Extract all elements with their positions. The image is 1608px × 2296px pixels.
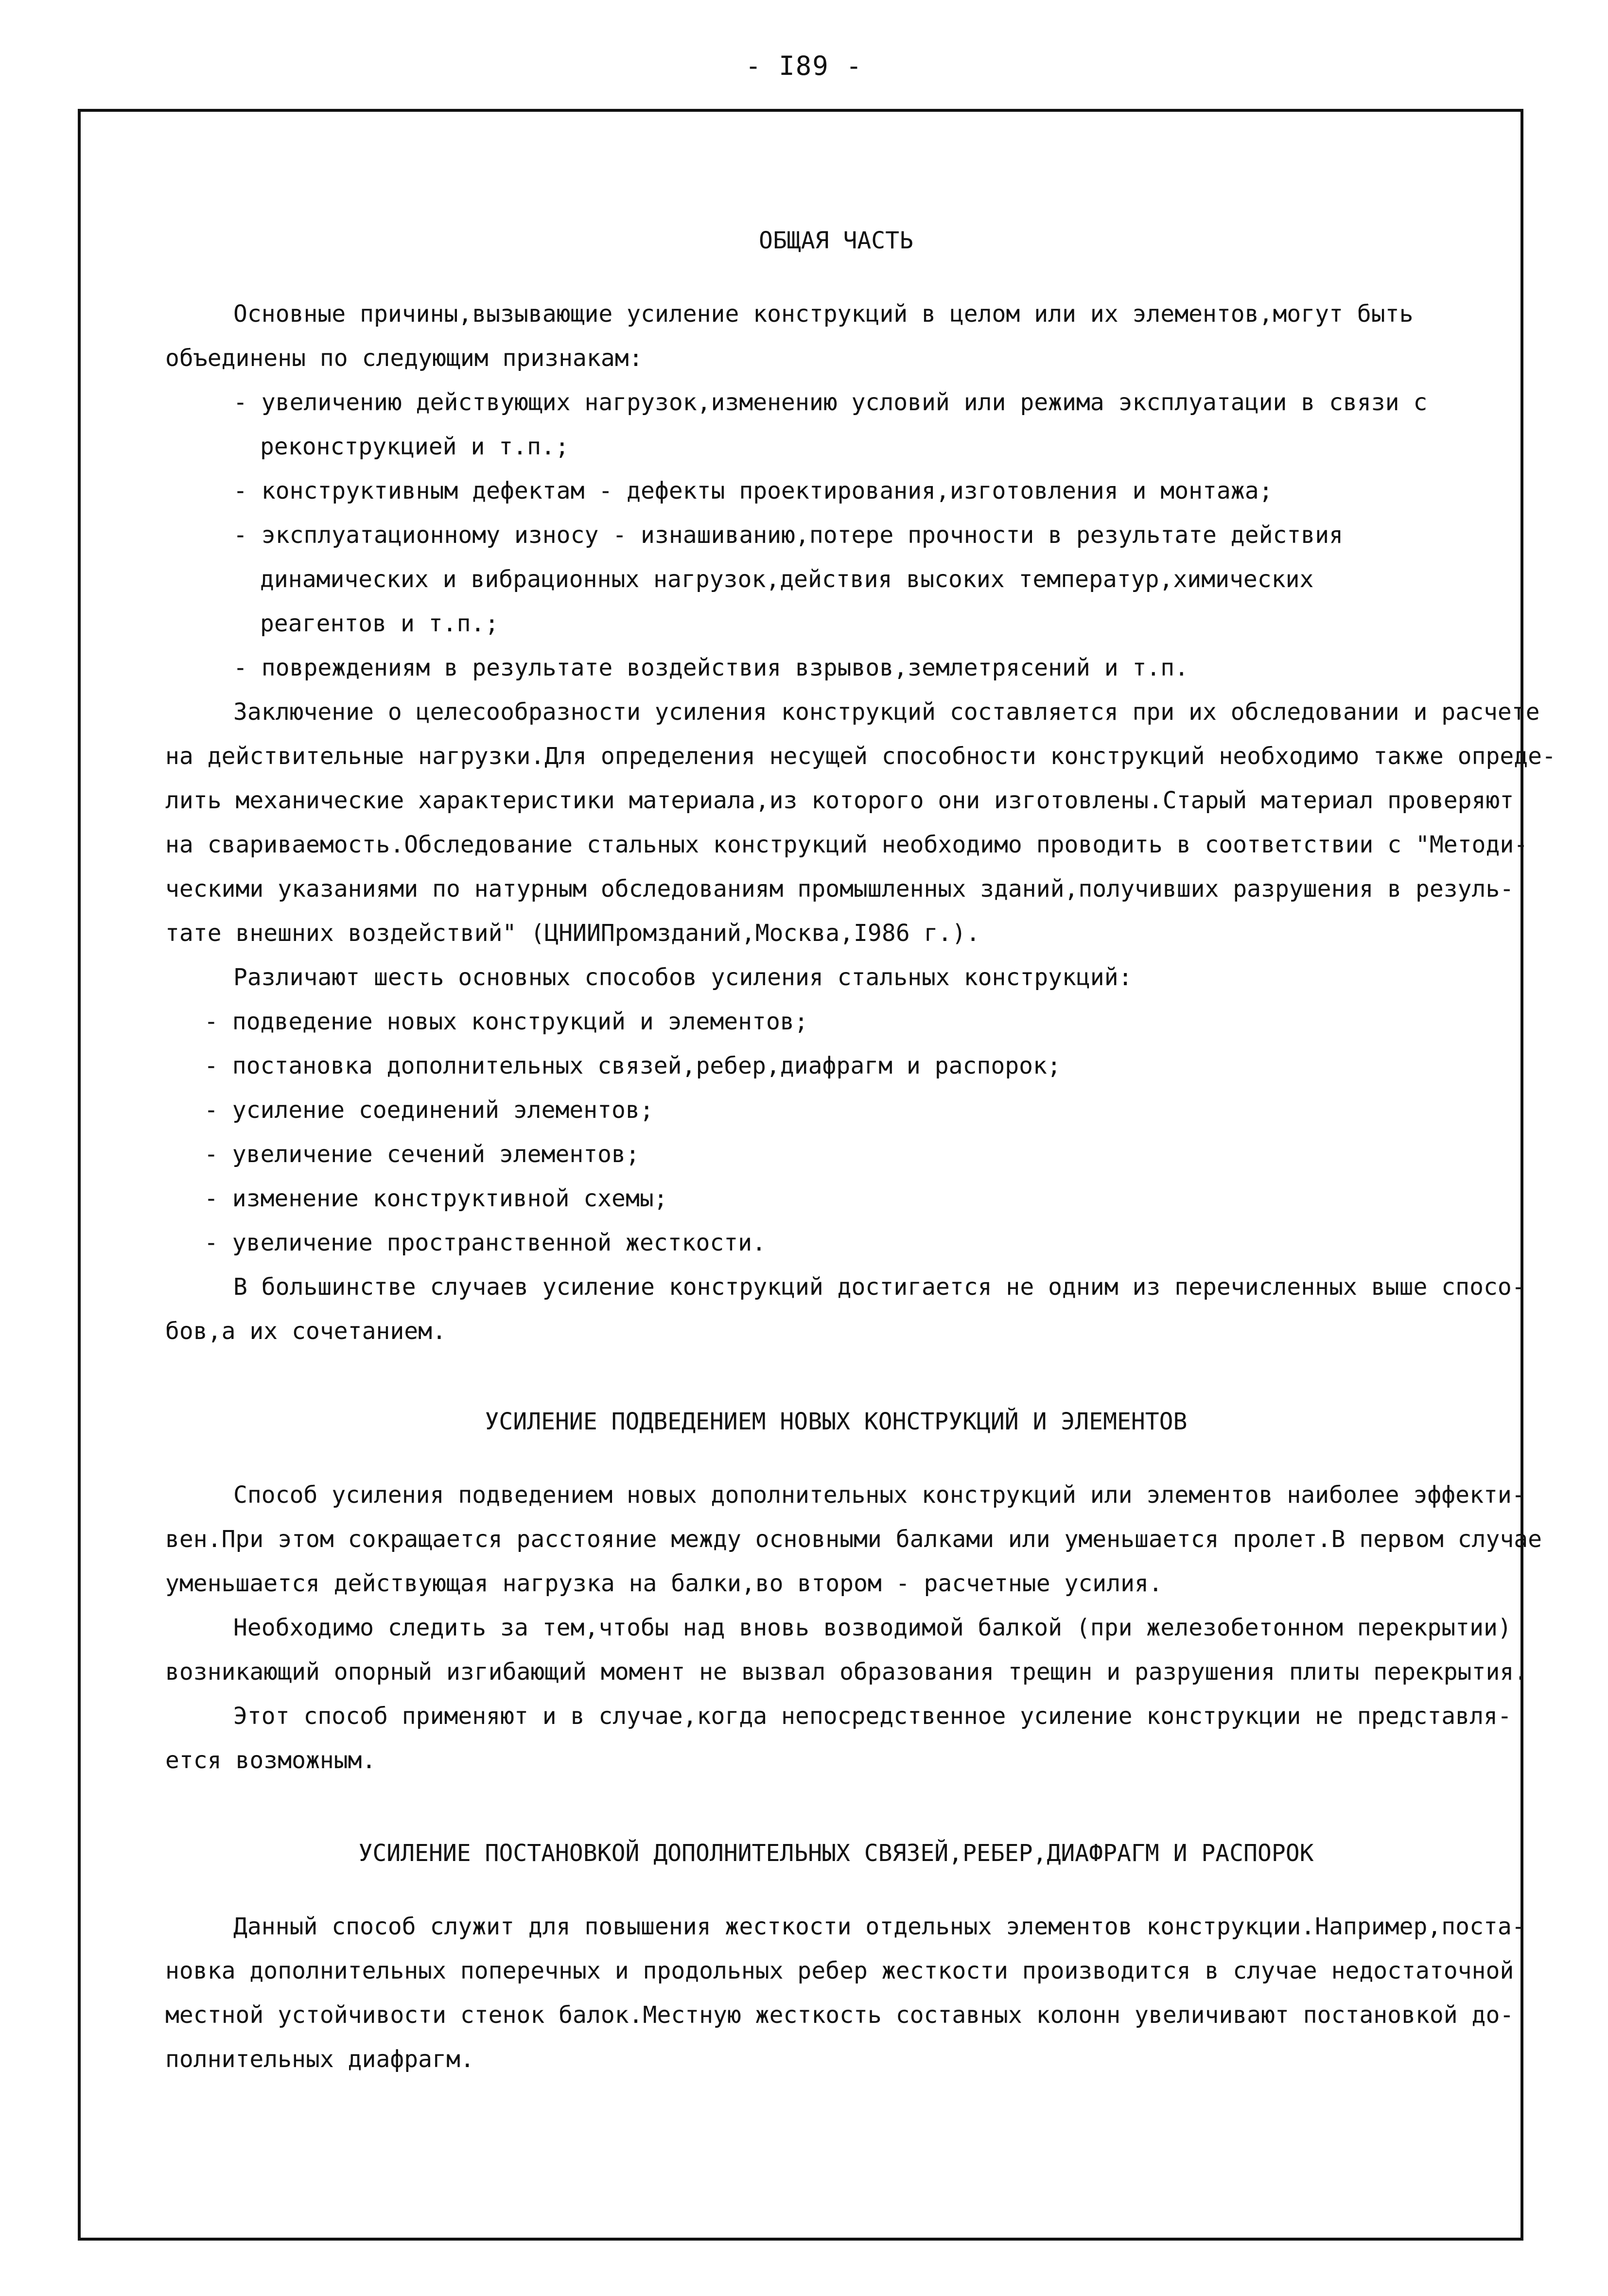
list-item-continuation: реагентов и т.п.; (260, 610, 499, 637)
list-item: - повреждениям в результате воздействия взрывов,землетрясений и т.п. (233, 654, 1189, 681)
paragraph-line: ется возможным. (165, 1747, 376, 1774)
list-item: - увеличение пространственной жесткости. (204, 1229, 766, 1256)
list-item: - постановка дополнительных связей,ребер,диафрагм и распорок; (204, 1052, 1061, 1079)
section-title-additional-bracing: УСИЛЕНИЕ ПОСТАНОВКОЙ ДОПОЛНИТЕЛЬНЫХ СВЯЗЕЙ,РЕБЕР,ДИАФРАГМ И РАСПОРОК (358, 1840, 1314, 1867)
list-item: - конструктивным дефектам - дефекты проектирования,изготовления и монтажа; (233, 477, 1273, 504)
paragraph-line: Различают шесть основных способов усиления стальных конструкций: (233, 964, 1133, 991)
paragraph-line: Необходимо следить за тем,чтобы над вновь возводимой балкой (при железобетонном перекрытии) (233, 1614, 1512, 1641)
paragraph-line: вен.При этом сокращается расстояние между основными балками или уменьшается пролет.В первом случае (165, 1526, 1542, 1553)
paragraph-line: Этот способ применяют и в случае,когда непосредственное усиление конструкции не представля- (233, 1703, 1512, 1730)
list-item: - увеличение сечений элементов; (204, 1141, 640, 1168)
paragraph-line: местной устойчивости стенок балок.Местную жесткость составных колонн увеличивают постановкой до- (165, 2001, 1514, 2029)
paragraph-line: объединены по следующим признакам: (165, 345, 643, 372)
paragraph-line: на действительные нагрузки.Для определения несущей способности конструкций необходимо также опреде- (165, 743, 1556, 770)
paragraph-line: бов,а их сочетанием. (165, 1318, 446, 1345)
list-item: - усиление соединений элементов; (204, 1096, 654, 1124)
section-title-general: ОБЩАЯ ЧАСТЬ (759, 227, 913, 254)
paragraph-line: В большинстве случаев усиление конструкций достигается не одним из перечисленных выше спосо- (233, 1273, 1526, 1301)
list-item: - увеличению действующих нагрузок,изменению условий или режима эксплуатации в связи с (233, 389, 1428, 416)
paragraph-line: на свариваемость.Обследование стальных конструкций необходимо проводить в соответствии с "Методи- (165, 831, 1528, 858)
list-item: - изменение конструктивной схемы; (204, 1185, 668, 1212)
paragraph-line: лить механические характеристики материала,из которого они изготовлены.Старый материал проверяют (165, 787, 1514, 814)
list-item: - эксплуатационному износу - изнашиванию,потере прочности в результате действия (233, 522, 1343, 549)
paragraph-line: полнительных диафрагм. (165, 2046, 474, 2073)
list-item: - подведение новых конструкций и элементов; (204, 1008, 808, 1035)
paragraph-line: уменьшается действующая нагрузка на балки,во втором - расчетные усилия. (165, 1570, 1163, 1597)
paragraph-line: тате внешних воздействий" (ЦНИИПромзданий,Москва,I986 г.). (165, 920, 980, 947)
paragraph-line: Основные причины,вызывающие усиление конструкций в целом или их элементов,могут быть (233, 300, 1414, 328)
list-item-continuation: динамических и вибрационных нагрузок,действия высоких температур,химических (260, 566, 1314, 593)
paragraph-line: возникающий опорный изгибающий момент не вызвал образования трещин и разрушения плиты перекрытия. (165, 1658, 1528, 1686)
page-number: - I89 - (745, 51, 863, 81)
section-title-new-structures: УСИЛЕНИЕ ПОДВЕДЕНИЕМ НОВЫХ КОНСТРУКЦИЙ И ЭЛЕМЕНТОВ (485, 1408, 1188, 1435)
document-body (165, 219, 1556, 2082)
list-item-continuation: реконструкцией и т.п.; (260, 433, 569, 460)
paragraph-line: Заключение о целесообразности усиления конструкций составляется при их обследовании и расчете (233, 698, 1540, 726)
paragraph-line: ческими указаниями по натурным обследованиям промышленных зданий,получивших разрушения в резуль- (165, 875, 1514, 903)
paragraph-line: Данный способ служит для повышения жесткости отдельных элементов конструкции.Например,поста- (233, 1913, 1526, 1940)
paragraph-line: новка дополнительных поперечных и продольных ребер жесткости производится в случае недостаточной (165, 1957, 1514, 1984)
paragraph-line: Способ усиления подведением новых дополнительных конструкций или элементов наиболее эффекти- (233, 1481, 1526, 1509)
